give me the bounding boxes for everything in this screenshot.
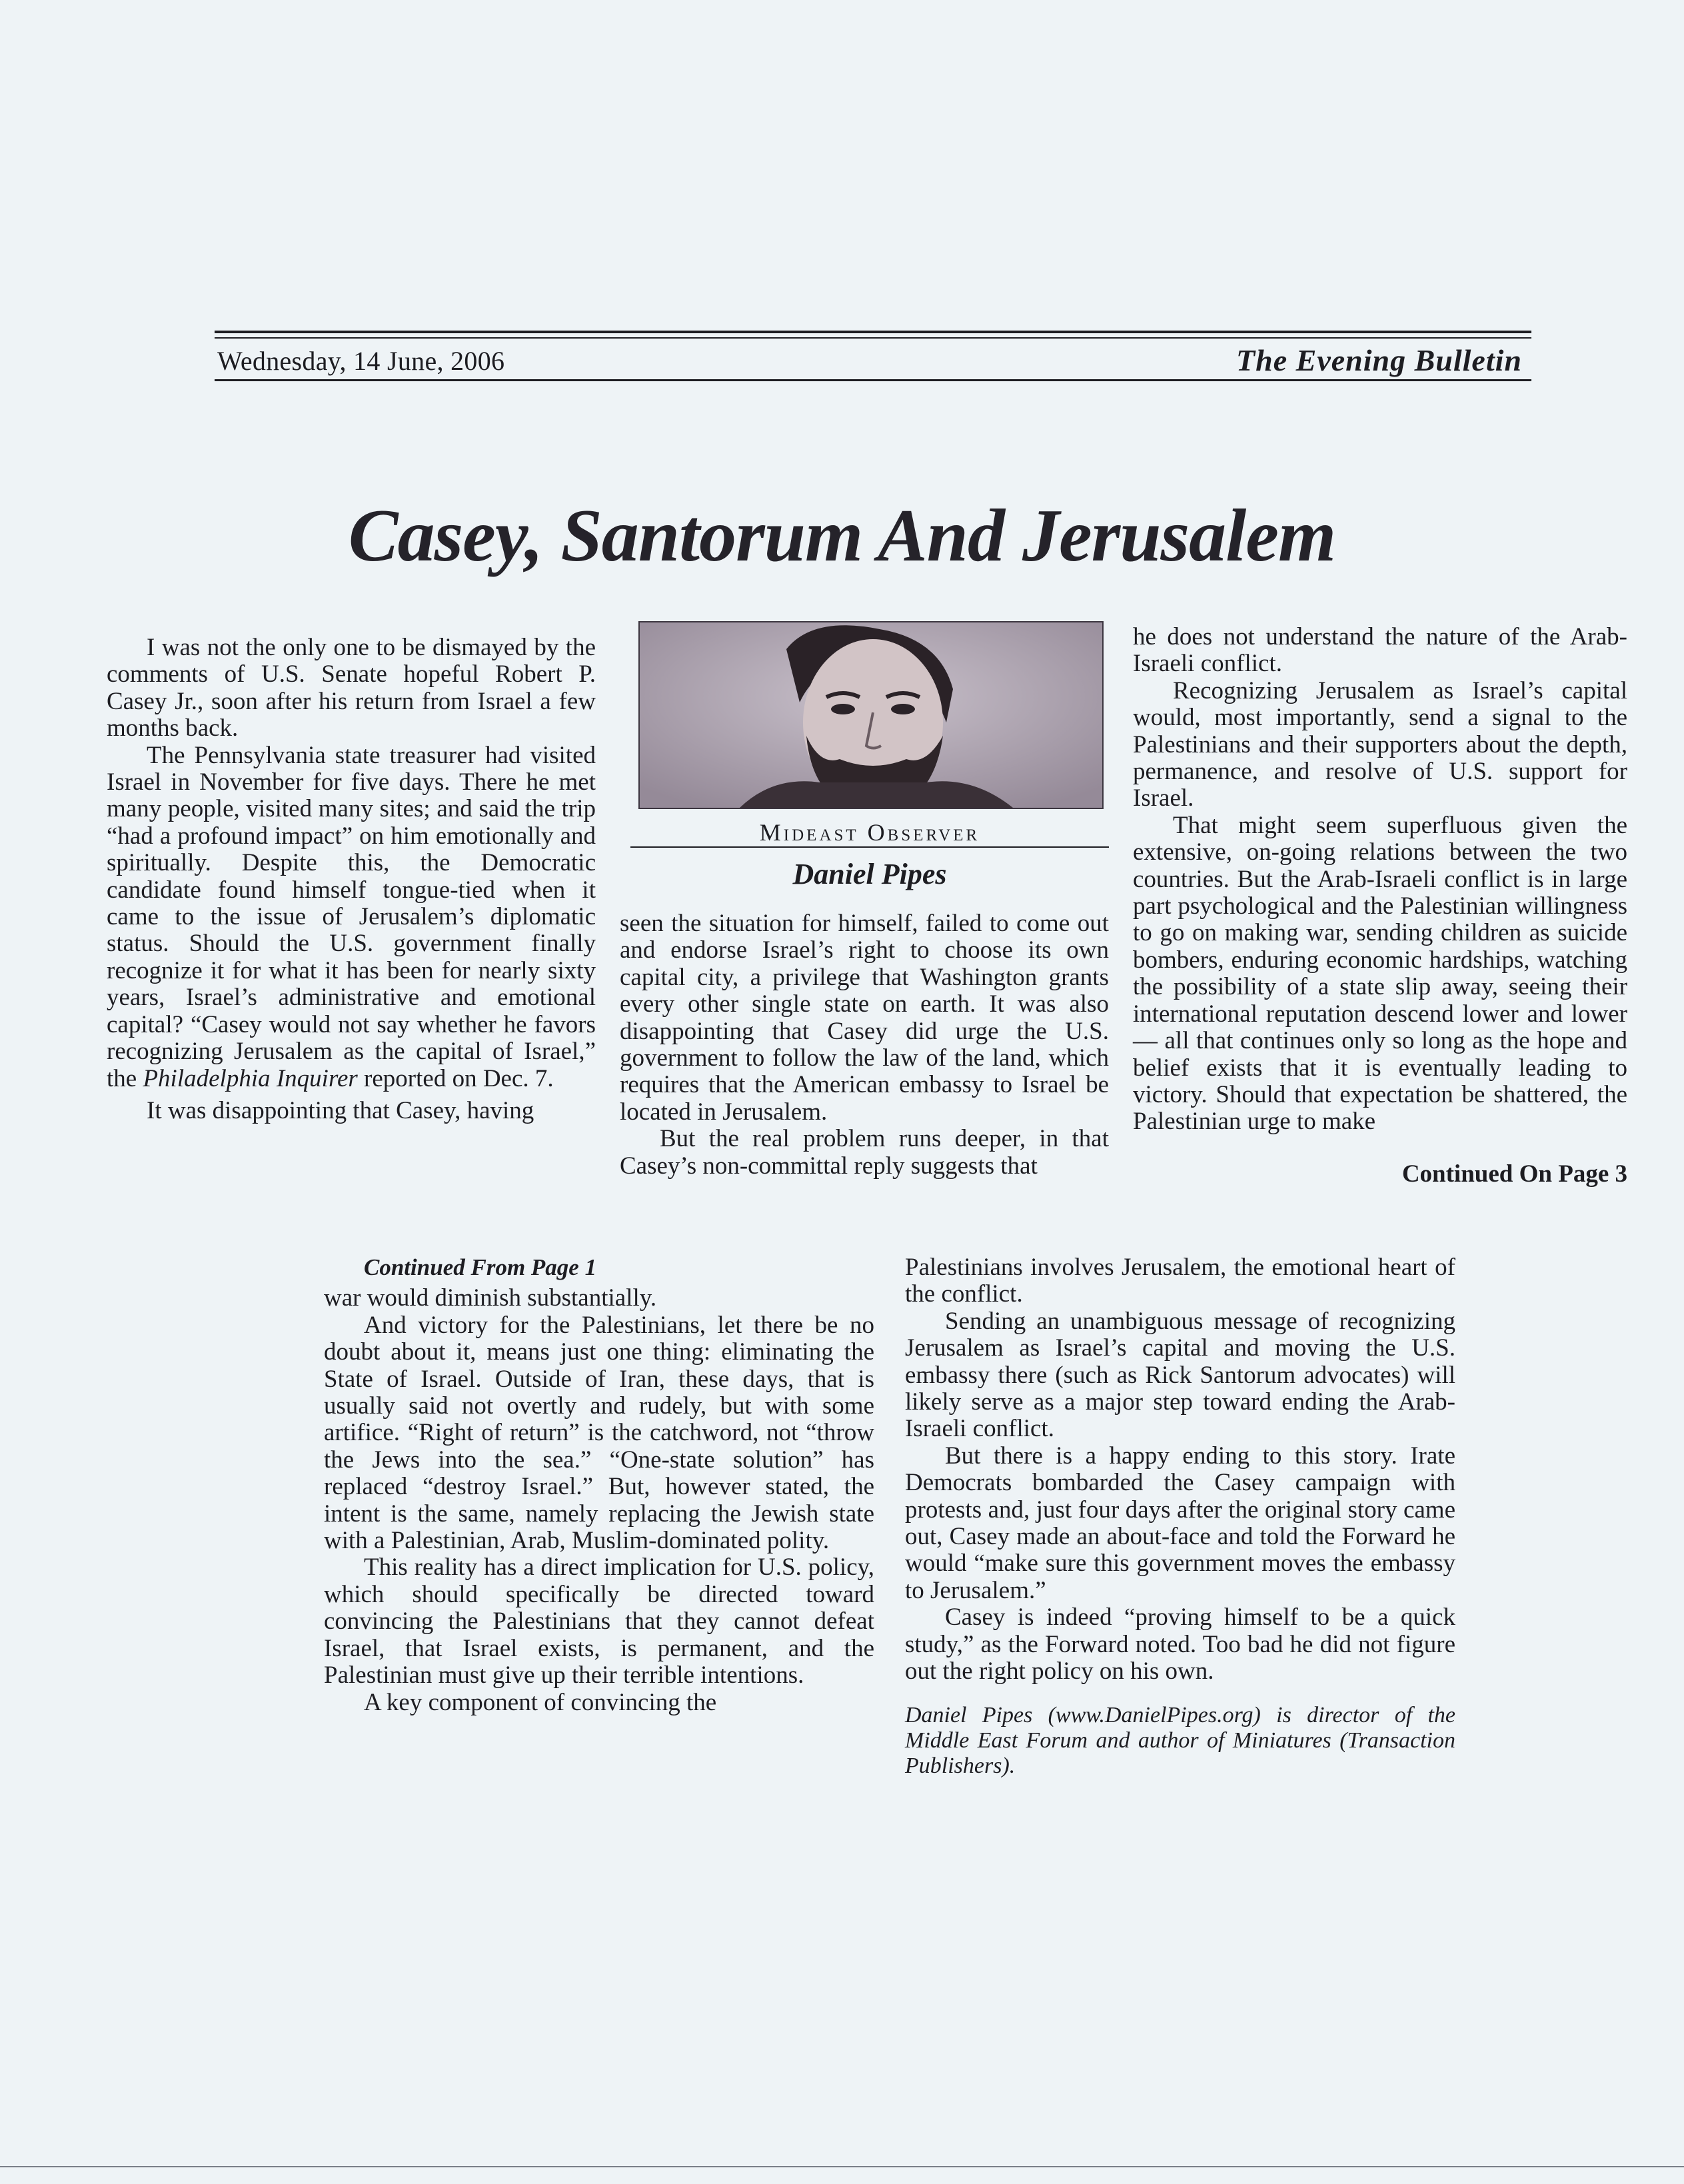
paragraph: seen the situation for himself, failed to come out and endorse Israel’s right to choose its own capital city, a privilege that Washington grants every other single state on earth. It was also disappointing that Casey did urge the U.S. government to follow the law of the land, which requires that the American embassy to Israel be located in Jerusalem.	[620, 910, 1109, 1126]
newspaper-name: The Evening Bulletin	[1236, 343, 1522, 377]
article-continuation-right	[905, 1254, 1455, 1779]
paragraph: he does not understand the nature of the Arab-Israeli conflict.	[1133, 623, 1627, 678]
author-name: Daniel Pipes	[792, 858, 947, 890]
paragraph: This reality has a direct implication for U.S. policy, which should specifically be directed toward convincing the Palestinians that they cannot defeat Israel, that Israel exists, is permanent, and the Palestinian must give up their terrible intentions.	[324, 1554, 874, 1689]
author-bio: Daniel Pipes (www.DanielPipes.org) is director of the Middle East Forum and author of Miniatures (Transaction Publishers).	[905, 1702, 1455, 1778]
column-label: Mideast Observer	[759, 819, 980, 846]
continued-on-label: Continued On Page 3	[1401, 1160, 1627, 1188]
paragraph: That might seem superfluous given the extensive, on-going relations between the two countries. But the Arab-Israeli conflict is in large part psychological and the Palestinian willingness to go on making war, sending children as suicide bombers, enduring economic hardships, watching the possibility of a state slip away, seeing their international reputation descend lower and lower — all that continues only so long as the hope and belief exists that it is eventually leading to victory. Should that expectation be shattered, the Palestinian urge to make	[1133, 811, 1627, 1136]
paragraph: Palestinians involves Jerusalem, the emotional heart of the conflict.	[905, 1254, 1455, 1308]
paragraph: Recognizing Jerusalem as Israel’s capital would, most importantly, send a signal to the Palestinians and their supporters about the depth, permanence, and resolve of U.S. support for Israel.	[1133, 676, 1627, 812]
masthead-rule	[215, 379, 1531, 381]
article-column-3	[1133, 624, 1627, 1136]
paragraph: A key component of convincing the	[364, 1688, 717, 1716]
masthead	[215, 331, 1531, 381]
article-headline: Casey, Santorum And Jerusalem	[348, 495, 1336, 577]
paragraph: But the real problem runs deeper, in that Casey’s non-committal reply suggests that	[620, 1125, 1109, 1180]
paragraph: But there is a happy ending to this story. Irate Democrats bombarded the Casey campaign with protests and, just four days after the original story came out, Casey made an about-face and told the Forward he would “make sure this government moves the embassy to Jerusalem.”	[905, 1442, 1455, 1604]
paragraph: Casey is indeed “proving himself to be a quick study,” as the Forward noted. Too bad he did not figure out the right policy on his own.	[905, 1604, 1455, 1685]
source-name: Philadelphia Inquirer	[143, 1064, 358, 1092]
paragraph: war would diminish substantially.	[324, 1284, 657, 1312]
article-continuation-left	[324, 1254, 874, 1716]
paragraph: And victory for the Palestinians, let there be no doubt about it, means just one thing: eliminating the State of Israel. Outside of Iran, these days, that is usually said not overtly and rudely, but with some artifice. “Right of return” is the catchword, not “throw the Jews into the sea.” “One-state solution” has replaced “destroy Israel.” But, however stated, the intent is the same, namely replacing the Jewish state with a Palestinian, Arab, Muslim-dominated polity.	[324, 1311, 874, 1555]
paragraph: It was disappointing that Casey, having	[147, 1096, 534, 1124]
paragraph: I was not the only one to be dismayed by the comments of U.S. Senate hopeful Robert P. Casey Jr., soon after his return from Israel a few months back.	[107, 634, 596, 742]
article-column-1	[107, 634, 596, 1124]
paragraph: The Pennsylvania state treasurer had visited Israel in November for five days. There he met many people, visited many sites; and said the trip “had a profound impact” on him emotionally and spiritually. Despite this, the Democratic candidate found himself tongue-tied when it came to the issue of Jerusalem’s diplomatic status. Should the U.S. government finally recognize it for what it has been for nearly sixty years, Israel’s administrative and emotional capital? “Casey would not say whether he favors recognizing Jerusalem as the capital of Israel,” the Philadelphia Inquirer reported on Dec. 7.	[107, 741, 596, 1092]
byline-rule	[630, 846, 1109, 848]
continued-from-label: Continued From Page 1	[364, 1254, 597, 1280]
masthead-date: Wednesday, 14 June, 2006	[217, 346, 505, 376]
author-photo	[638, 621, 1104, 809]
paragraph: Sending an unambiguous message of recognizing Jerusalem as Israel’s capital and moving the U.S. embassy there (such as Rick Santorum advocates) will likely serve as a major step toward ending the Arab-Israeli conflict.	[905, 1307, 1455, 1443]
article-column-2	[620, 910, 1109, 1180]
author-portrait-icon	[640, 622, 1102, 808]
page-bottom-rule	[0, 2166, 1684, 2167]
